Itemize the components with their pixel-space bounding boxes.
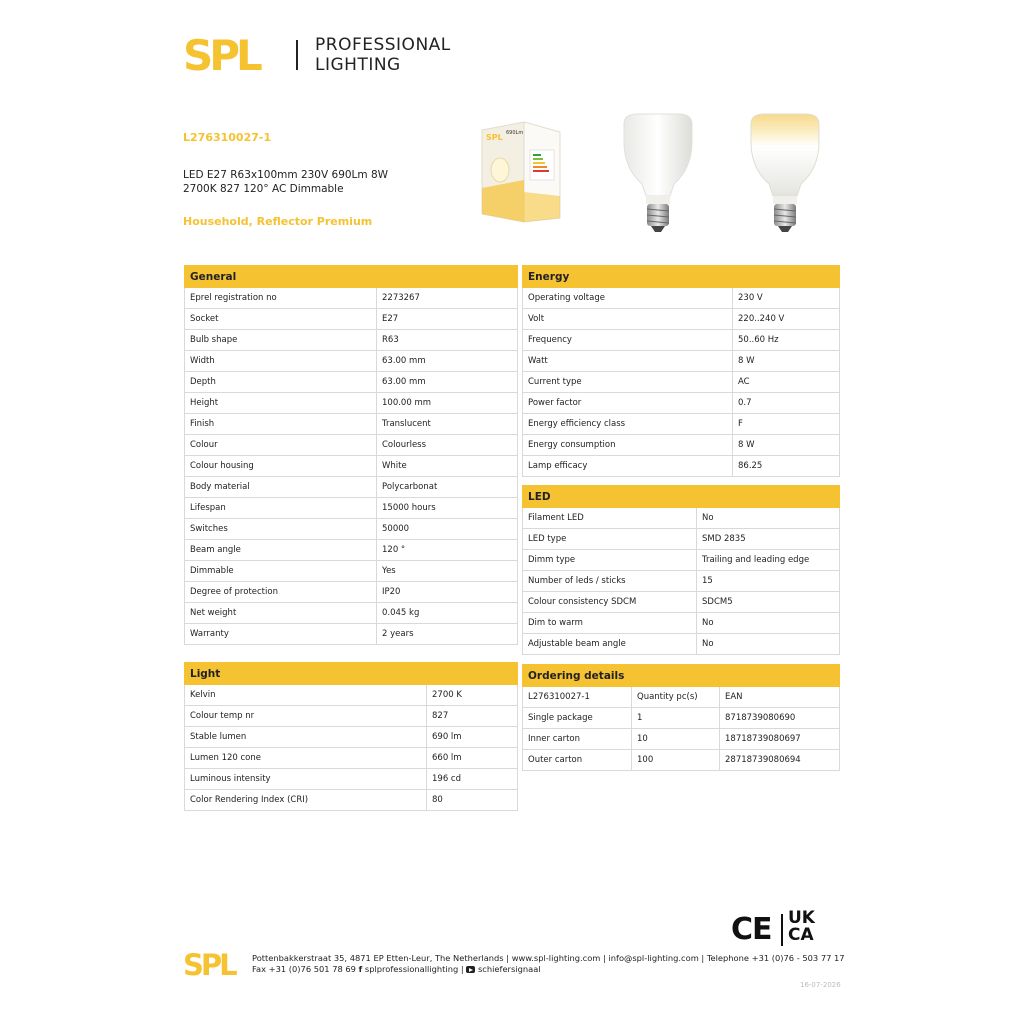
spec-label: Lamp efficacy (523, 456, 733, 477)
spec-label: Power factor (523, 393, 733, 414)
spec-value: 0.7 (733, 393, 840, 414)
brand-name (315, 35, 451, 75)
table-row (523, 592, 840, 613)
table-row (185, 561, 518, 582)
spec-label: Stable lumen (185, 727, 427, 748)
svg-text:690Lm: 690Lm (506, 130, 524, 136)
spec-value: AC (733, 372, 840, 393)
spec-label: Dimmable (185, 561, 377, 582)
spec-value: Polycarbonat (377, 477, 518, 498)
table-row (523, 288, 840, 309)
spec-value: 220..240 V (733, 309, 840, 330)
spl-logo (183, 34, 278, 74)
led-title: LED (523, 486, 840, 508)
table-row (185, 288, 518, 309)
spec-label: Finish (185, 414, 377, 435)
bulb-image-on (745, 112, 825, 236)
table-row (523, 456, 840, 477)
spec-label: Frequency (523, 330, 733, 351)
spec-value: SMD 2835 (697, 529, 840, 550)
table-row (185, 435, 518, 456)
table-row (185, 603, 518, 624)
spec-label: Colour temp nr (185, 706, 427, 727)
table-row (185, 309, 518, 330)
spec-label: Current type (523, 372, 733, 393)
facebook-link[interactable]: splprofessionallighting (364, 964, 459, 974)
spec-value: 8718739080690 (720, 708, 840, 729)
spec-value: 196 cd (427, 769, 518, 790)
spec-value: 100 (632, 750, 720, 771)
svg-text:SPL: SPL (486, 133, 503, 142)
ordering-table (522, 664, 840, 771)
footer-fax: Fax +31 (0)76 501 78 69 (252, 964, 356, 974)
table-row (523, 729, 840, 750)
table-row (185, 624, 518, 645)
facebook-icon: f (358, 964, 363, 974)
ordering-header-ean: EAN (720, 687, 840, 708)
spec-value: No (697, 613, 840, 634)
table-row (523, 351, 840, 372)
spec-label: Inner carton (523, 729, 632, 750)
spec-label: Degree of protection (185, 582, 377, 603)
youtube-link[interactable]: schiefersignaal (477, 964, 541, 974)
spec-value: 120 ° (377, 540, 518, 561)
general-table (184, 265, 518, 645)
table-row (185, 727, 518, 748)
table-row (523, 613, 840, 634)
spec-value: 63.00 mm (377, 351, 518, 372)
led-rows (523, 508, 840, 655)
product-category: Household, Reflector Premium (183, 215, 373, 228)
table-row (523, 750, 840, 771)
spec-label: Net weight (185, 603, 377, 624)
spec-value: E27 (377, 309, 518, 330)
spec-value: 50..60 Hz (733, 330, 840, 351)
product-description (183, 168, 443, 196)
table-row (185, 456, 518, 477)
packaging-box-image (478, 118, 562, 226)
table-row (185, 498, 518, 519)
spec-value: 690 lm (427, 727, 518, 748)
table-row (185, 790, 518, 811)
spec-label: LED type (523, 529, 697, 550)
table-row (185, 519, 518, 540)
spec-value: 8 W (733, 351, 840, 372)
spec-label: Color Rendering Index (CRI) (185, 790, 427, 811)
spec-label: Eprel registration no (185, 288, 377, 309)
table-row (185, 582, 518, 603)
spec-value: Colourless (377, 435, 518, 456)
spec-value: 80 (427, 790, 518, 811)
spec-value: 28718739080694 (720, 750, 840, 771)
spec-label: Width (185, 351, 377, 372)
spec-value: No (697, 634, 840, 655)
spec-label: Lumen 120 cone (185, 748, 427, 769)
spec-value: 15000 hours (377, 498, 518, 519)
led-table (522, 485, 840, 655)
brand-line-2: LIGHTING (315, 55, 401, 75)
spec-value: 2273267 (377, 288, 518, 309)
spec-value: IP20 (377, 582, 518, 603)
spec-label: Socket (185, 309, 377, 330)
spec-label: Warranty (185, 624, 377, 645)
table-row (523, 435, 840, 456)
spec-label: Adjustable beam angle (523, 634, 697, 655)
table-row (523, 414, 840, 435)
spec-label: Colour (185, 435, 377, 456)
bulb-image-off (618, 112, 698, 236)
spec-label: Watt (523, 351, 733, 372)
footer-spl-logo (183, 950, 249, 977)
spec-value: 15 (697, 571, 840, 592)
table-row (185, 477, 518, 498)
spec-value: Trailing and leading edge (697, 550, 840, 571)
spec-label: Colour consistency SDCM (523, 592, 697, 613)
spec-label: Filament LED (523, 508, 697, 529)
table-row (185, 393, 518, 414)
table-row (523, 529, 840, 550)
spec-value: 230 V (733, 288, 840, 309)
spec-label: Volt (523, 309, 733, 330)
spec-value: 50000 (377, 519, 518, 540)
energy-rows (523, 288, 840, 477)
spec-value: 100.00 mm (377, 393, 518, 414)
ukca-mark (788, 910, 815, 944)
spec-value: R63 (377, 330, 518, 351)
table-row (523, 634, 840, 655)
svg-text:SPL: SPL (183, 950, 235, 977)
footer-fax-line (252, 964, 845, 975)
spec-value: Translucent (377, 414, 518, 435)
ce-mark: CE (731, 912, 772, 947)
spec-label: Luminous intensity (185, 769, 427, 790)
spec-label: Operating voltage (523, 288, 733, 309)
ukca-divider (781, 914, 783, 946)
spec-value: 2 years (377, 624, 518, 645)
youtube-icon (466, 966, 475, 973)
table-row (523, 309, 840, 330)
energy-title: Energy (523, 266, 840, 288)
product-sku: L276310027-1 (183, 131, 272, 144)
spec-value: 827 (427, 706, 518, 727)
spec-value: 86.25 (733, 456, 840, 477)
spec-label: Colour housing (185, 456, 377, 477)
spec-value: 1 (632, 708, 720, 729)
table-row (185, 330, 518, 351)
spec-value: No (697, 508, 840, 529)
table-row (185, 414, 518, 435)
footer-address-line[interactable]: Pottenbakkerstraat 35, 4871 EP Etten-Leur, The Netherlands | www.spl-lighting.com | info@spl-lighting.com | Telephone +31 (0)76 - 503 77 17 (252, 953, 845, 963)
spec-label: Depth (185, 372, 377, 393)
table-row (185, 748, 518, 769)
spec-label: Dimm type (523, 550, 697, 571)
general-rows (185, 288, 518, 645)
ukca-line-1: UK (788, 908, 815, 928)
header-divider (296, 40, 298, 70)
spec-label: Number of leds / sticks (523, 571, 697, 592)
spec-label: Outer carton (523, 750, 632, 771)
spec-value: 0.045 kg (377, 603, 518, 624)
ordering-title: Ordering details (523, 665, 840, 687)
table-row (523, 550, 840, 571)
light-table (184, 662, 518, 811)
spec-value: SDCM5 (697, 592, 840, 613)
table-row (523, 372, 840, 393)
spec-value: F (733, 414, 840, 435)
table-row (185, 351, 518, 372)
table-row (185, 769, 518, 790)
spec-label: Energy consumption (523, 435, 733, 456)
print-date: 16-07-2026 (800, 981, 841, 989)
spec-value: 10 (632, 729, 720, 750)
table-row (523, 330, 840, 351)
spec-value: 2700 K (427, 685, 518, 706)
table-row (185, 706, 518, 727)
light-rows (185, 685, 518, 811)
table-row (523, 508, 840, 529)
ordering-header-row (523, 687, 840, 708)
spec-value: 660 lm (427, 748, 518, 769)
spec-value: Yes (377, 561, 518, 582)
description-line-2: 2700K 827 120° AC Dimmable (183, 183, 344, 195)
table-row (185, 685, 518, 706)
ordering-header-sku: L276310027-1 (523, 687, 632, 708)
spec-value: White (377, 456, 518, 477)
spec-value: 8 W (733, 435, 840, 456)
spec-label: Body material (185, 477, 377, 498)
spec-value: 63.00 mm (377, 372, 518, 393)
general-title: General (185, 266, 518, 288)
brand-line-1: PROFESSIONAL (315, 35, 451, 55)
spec-label: Energy efficiency class (523, 414, 733, 435)
light-title: Light (185, 663, 518, 685)
table-row (185, 372, 518, 393)
spec-label: Kelvin (185, 685, 427, 706)
spec-label: Single package (523, 708, 632, 729)
spec-value: 18718739080697 (720, 729, 840, 750)
spec-label: Lifespan (185, 498, 377, 519)
spec-label: Switches (185, 519, 377, 540)
energy-table (522, 265, 840, 477)
table-row (523, 571, 840, 592)
footer-separator: | (460, 964, 464, 974)
table-row (523, 708, 840, 729)
footer-contact (252, 953, 845, 975)
spec-label: Bulb shape (185, 330, 377, 351)
spec-label: Height (185, 393, 377, 414)
table-row (523, 393, 840, 414)
description-line-1: LED E27 R63x100mm 230V 690Lm 8W (183, 169, 389, 181)
svg-text:SPL: SPL (183, 34, 259, 74)
ordering-header-quantity: Quantity pc(s) (632, 687, 720, 708)
ukca-line-2: CA (788, 925, 814, 945)
table-row (185, 540, 518, 561)
spec-label: Beam angle (185, 540, 377, 561)
ordering-rows (523, 708, 840, 771)
spec-label: Dim to warm (523, 613, 697, 634)
